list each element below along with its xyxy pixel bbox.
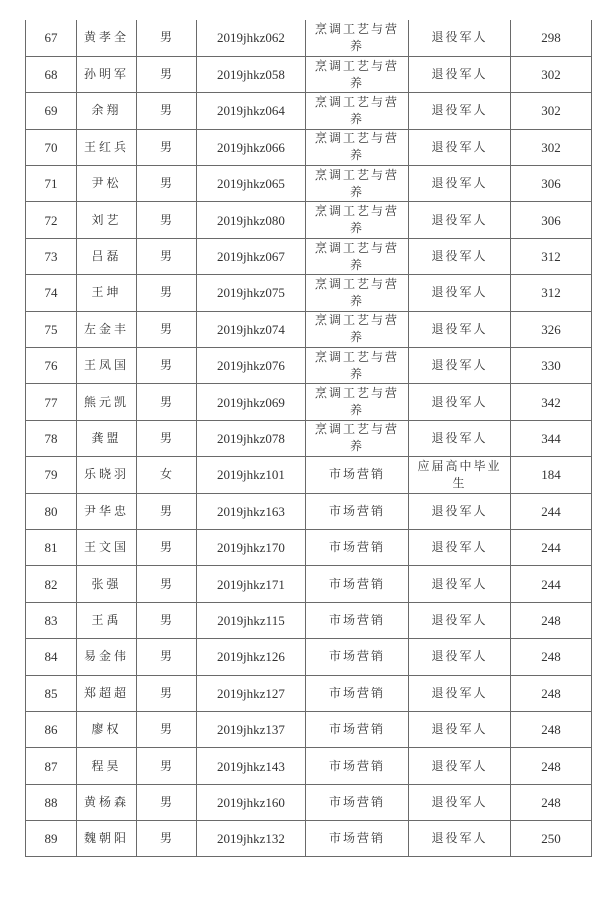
score-cell: 298 — [511, 20, 592, 56]
gender-cell: 男 — [137, 238, 197, 274]
score-cell: 248 — [511, 784, 592, 820]
student-name-cell: 孙明军 — [77, 56, 137, 92]
category-cell: 退役军人 — [409, 711, 511, 747]
category-cell: 应届高中毕业生 — [409, 457, 511, 493]
exam-id-cell: 2019jhkz066 — [197, 129, 306, 165]
table-row — [26, 420, 592, 456]
row-number-cell: 70 — [26, 129, 77, 165]
student-name-cell: 吕磊 — [77, 238, 137, 274]
category-cell: 退役军人 — [409, 748, 511, 784]
row-number-cell: 74 — [26, 275, 77, 311]
exam-id-cell: 2019jhkz137 — [197, 711, 306, 747]
exam-id-cell: 2019jhkz069 — [197, 384, 306, 420]
exam-id-cell: 2019jhkz075 — [197, 275, 306, 311]
exam-id-cell: 2019jhkz115 — [197, 602, 306, 638]
major-cell: 烹调工艺与营养 — [306, 20, 409, 56]
row-number-cell: 72 — [26, 202, 77, 238]
gender-cell: 男 — [137, 384, 197, 420]
score-cell: 302 — [511, 93, 592, 129]
student-name-cell: 熊元凯 — [77, 384, 137, 420]
category-cell: 退役军人 — [409, 348, 511, 384]
gender-cell: 男 — [137, 821, 197, 857]
major-cell: 烹调工艺与营养 — [306, 166, 409, 202]
admission-table — [25, 20, 592, 857]
category-cell: 退役军人 — [409, 493, 511, 529]
table-body — [26, 20, 592, 857]
table-row — [26, 20, 592, 56]
major-cell: 烹调工艺与营养 — [306, 348, 409, 384]
exam-id-cell: 2019jhkz076 — [197, 348, 306, 384]
category-cell: 退役军人 — [409, 20, 511, 56]
category-cell: 退役军人 — [409, 129, 511, 165]
score-cell: 248 — [511, 711, 592, 747]
table-row — [26, 821, 592, 857]
row-number-cell: 80 — [26, 493, 77, 529]
score-cell: 248 — [511, 748, 592, 784]
exam-id-cell: 2019jhkz062 — [197, 20, 306, 56]
gender-cell: 男 — [137, 311, 197, 347]
student-name-cell: 王坤 — [77, 275, 137, 311]
row-number-cell: 67 — [26, 20, 77, 56]
student-name-cell: 尹松 — [77, 166, 137, 202]
score-cell: 312 — [511, 238, 592, 274]
student-name-cell: 张强 — [77, 566, 137, 602]
gender-cell: 男 — [137, 275, 197, 311]
score-cell: 330 — [511, 348, 592, 384]
exam-id-cell: 2019jhkz126 — [197, 639, 306, 675]
table-row — [26, 348, 592, 384]
student-name-cell: 王文国 — [77, 529, 137, 565]
gender-cell: 男 — [137, 748, 197, 784]
exam-id-cell: 2019jhkz160 — [197, 784, 306, 820]
score-cell: 248 — [511, 675, 592, 711]
table-row — [26, 166, 592, 202]
exam-id-cell: 2019jhkz074 — [197, 311, 306, 347]
row-number-cell: 87 — [26, 748, 77, 784]
category-cell: 退役军人 — [409, 420, 511, 456]
exam-id-cell: 2019jhkz078 — [197, 420, 306, 456]
table-row — [26, 238, 592, 274]
score-cell: 244 — [511, 566, 592, 602]
score-cell: 184 — [511, 457, 592, 493]
major-cell: 市场营销 — [306, 639, 409, 675]
table-row — [26, 202, 592, 238]
exam-id-cell: 2019jhkz127 — [197, 675, 306, 711]
row-number-cell: 77 — [26, 384, 77, 420]
table-row — [26, 529, 592, 565]
category-cell: 退役军人 — [409, 311, 511, 347]
major-cell: 市场营销 — [306, 566, 409, 602]
table-row — [26, 675, 592, 711]
category-cell: 退役军人 — [409, 675, 511, 711]
table-row — [26, 493, 592, 529]
score-cell: 312 — [511, 275, 592, 311]
student-name-cell: 王禹 — [77, 602, 137, 638]
student-name-cell: 黄孝全 — [77, 20, 137, 56]
gender-cell: 女 — [137, 457, 197, 493]
student-list-page — [25, 20, 591, 857]
gender-cell: 男 — [137, 529, 197, 565]
category-cell: 退役军人 — [409, 166, 511, 202]
category-cell: 退役军人 — [409, 202, 511, 238]
category-cell: 退役军人 — [409, 784, 511, 820]
major-cell: 市场营销 — [306, 493, 409, 529]
score-cell: 248 — [511, 639, 592, 675]
category-cell: 退役军人 — [409, 821, 511, 857]
major-cell: 市场营销 — [306, 457, 409, 493]
table-row — [26, 566, 592, 602]
row-number-cell: 83 — [26, 602, 77, 638]
major-cell: 烹调工艺与营养 — [306, 311, 409, 347]
gender-cell: 男 — [137, 20, 197, 56]
major-cell: 烹调工艺与营养 — [306, 129, 409, 165]
table-row — [26, 129, 592, 165]
exam-id-cell: 2019jhkz067 — [197, 238, 306, 274]
row-number-cell: 75 — [26, 311, 77, 347]
major-cell: 烹调工艺与营养 — [306, 275, 409, 311]
table-row — [26, 639, 592, 675]
table-row — [26, 56, 592, 92]
category-cell: 退役军人 — [409, 275, 511, 311]
student-name-cell: 王红兵 — [77, 129, 137, 165]
score-cell: 250 — [511, 821, 592, 857]
gender-cell: 男 — [137, 784, 197, 820]
major-cell: 市场营销 — [306, 784, 409, 820]
student-name-cell: 易金伟 — [77, 639, 137, 675]
table-row — [26, 457, 592, 493]
exam-id-cell: 2019jhkz064 — [197, 93, 306, 129]
table-row — [26, 748, 592, 784]
row-number-cell: 73 — [26, 238, 77, 274]
gender-cell: 男 — [137, 566, 197, 602]
row-number-cell: 81 — [26, 529, 77, 565]
score-cell: 302 — [511, 129, 592, 165]
category-cell: 退役军人 — [409, 93, 511, 129]
table-row — [26, 311, 592, 347]
row-number-cell: 88 — [26, 784, 77, 820]
score-cell: 342 — [511, 384, 592, 420]
student-name-cell: 廖权 — [77, 711, 137, 747]
gender-cell: 男 — [137, 202, 197, 238]
table-row — [26, 384, 592, 420]
student-name-cell: 郑超超 — [77, 675, 137, 711]
category-cell: 退役军人 — [409, 602, 511, 638]
score-cell: 244 — [511, 493, 592, 529]
gender-cell: 男 — [137, 493, 197, 529]
gender-cell: 男 — [137, 711, 197, 747]
major-cell: 烹调工艺与营养 — [306, 384, 409, 420]
score-cell: 344 — [511, 420, 592, 456]
exam-id-cell: 2019jhkz170 — [197, 529, 306, 565]
student-name-cell: 魏朝阳 — [77, 821, 137, 857]
row-number-cell: 86 — [26, 711, 77, 747]
major-cell: 烹调工艺与营养 — [306, 56, 409, 92]
score-cell: 248 — [511, 602, 592, 638]
category-cell: 退役军人 — [409, 529, 511, 565]
row-number-cell: 68 — [26, 56, 77, 92]
exam-id-cell: 2019jhkz080 — [197, 202, 306, 238]
category-cell: 退役军人 — [409, 384, 511, 420]
gender-cell: 男 — [137, 93, 197, 129]
gender-cell: 男 — [137, 602, 197, 638]
table-row — [26, 93, 592, 129]
table-row — [26, 784, 592, 820]
gender-cell: 男 — [137, 166, 197, 202]
category-cell: 退役军人 — [409, 56, 511, 92]
row-number-cell: 84 — [26, 639, 77, 675]
category-cell: 退役军人 — [409, 639, 511, 675]
student-name-cell: 刘艺 — [77, 202, 137, 238]
score-cell: 306 — [511, 202, 592, 238]
gender-cell: 男 — [137, 129, 197, 165]
category-cell: 退役军人 — [409, 566, 511, 602]
row-number-cell: 71 — [26, 166, 77, 202]
exam-id-cell: 2019jhkz171 — [197, 566, 306, 602]
row-number-cell: 69 — [26, 93, 77, 129]
student-name-cell: 黄杨森 — [77, 784, 137, 820]
student-name-cell: 左金丰 — [77, 311, 137, 347]
student-name-cell: 尹华忠 — [77, 493, 137, 529]
table-row — [26, 602, 592, 638]
gender-cell: 男 — [137, 348, 197, 384]
row-number-cell: 82 — [26, 566, 77, 602]
major-cell: 市场营销 — [306, 748, 409, 784]
row-number-cell: 89 — [26, 821, 77, 857]
major-cell: 烹调工艺与营养 — [306, 238, 409, 274]
student-name-cell: 程昊 — [77, 748, 137, 784]
score-cell: 306 — [511, 166, 592, 202]
score-cell: 302 — [511, 56, 592, 92]
score-cell: 326 — [511, 311, 592, 347]
student-name-cell: 王凤国 — [77, 348, 137, 384]
row-number-cell: 85 — [26, 675, 77, 711]
major-cell: 市场营销 — [306, 529, 409, 565]
student-name-cell: 乐晓羽 — [77, 457, 137, 493]
exam-id-cell: 2019jhkz058 — [197, 56, 306, 92]
major-cell: 烹调工艺与营养 — [306, 202, 409, 238]
row-number-cell: 79 — [26, 457, 77, 493]
major-cell: 市场营销 — [306, 821, 409, 857]
student-name-cell: 余翔 — [77, 93, 137, 129]
major-cell: 市场营销 — [306, 602, 409, 638]
exam-id-cell: 2019jhkz132 — [197, 821, 306, 857]
major-cell: 市场营销 — [306, 711, 409, 747]
row-number-cell: 76 — [26, 348, 77, 384]
major-cell: 烹调工艺与营养 — [306, 93, 409, 129]
score-cell: 244 — [511, 529, 592, 565]
exam-id-cell: 2019jhkz101 — [197, 457, 306, 493]
gender-cell: 男 — [137, 639, 197, 675]
gender-cell: 男 — [137, 420, 197, 456]
table-row — [26, 711, 592, 747]
major-cell: 烹调工艺与营养 — [306, 420, 409, 456]
exam-id-cell: 2019jhkz065 — [197, 166, 306, 202]
category-cell: 退役军人 — [409, 238, 511, 274]
exam-id-cell: 2019jhkz163 — [197, 493, 306, 529]
major-cell: 市场营销 — [306, 675, 409, 711]
table-row — [26, 275, 592, 311]
row-number-cell: 78 — [26, 420, 77, 456]
exam-id-cell: 2019jhkz143 — [197, 748, 306, 784]
gender-cell: 男 — [137, 675, 197, 711]
student-name-cell: 龚盟 — [77, 420, 137, 456]
gender-cell: 男 — [137, 56, 197, 92]
